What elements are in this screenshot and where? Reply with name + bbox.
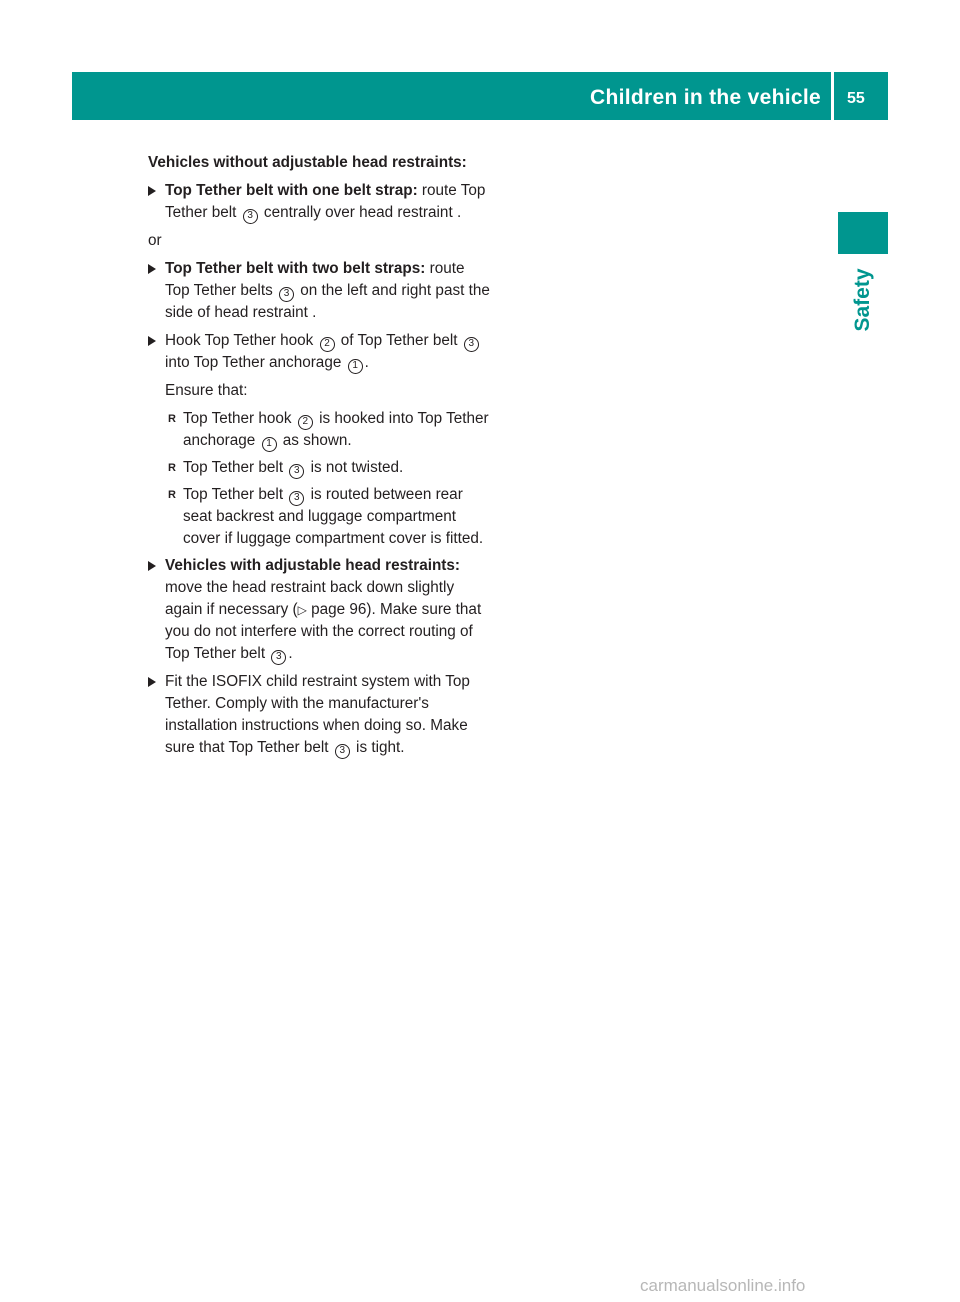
side-tab-label: Safety [851,268,874,332]
step-text: of Top Tether belt [336,332,462,349]
step-text: page 96). Make sure that you do not interfere with the correct routing of Top Tether belt [165,601,482,662]
callout-number: 3 [464,337,479,352]
step-text: move the head restraint back down slightly again if necessary ( [165,579,455,618]
bullet-text: as shown. [278,432,352,449]
main-content [148,152,493,765]
instruction-step [148,258,493,324]
list-item [148,484,493,550]
callout-number: 3 [271,650,286,665]
step-title: Vehicles with adjustable head restraints: [165,557,460,574]
bullet-text: is hooked into Top Tether anchorage [183,410,489,449]
section-title: Children in the vehicle [590,86,821,109]
callout-number: 1 [348,359,363,374]
bullet-marker: R [168,413,176,425]
bullet-text: is routed between rear seat backrest and luggage compartment cover if luggage compartment cover is fitted. [183,486,484,547]
page-reference-icon: ▷ [297,603,307,617]
step-text: . [364,354,369,371]
side-tab-marker [838,212,888,254]
callout-number: 2 [298,415,313,430]
subheading: Vehicles without adjustable head restraints: [148,154,467,171]
callout-number: 3 [289,491,304,506]
step-text: Hook Top Tether hook [165,332,318,349]
page-number: 55 [847,90,865,107]
callout-number: 3 [335,744,350,759]
callout-number: 3 [279,287,294,302]
callout-number: 2 [320,337,335,352]
bullet-marker: R [168,489,176,501]
instruction-step [148,671,493,759]
step-text: centrally over head restraint . [259,204,462,221]
bullet-text: Top Tether belt [183,459,288,476]
instruction-step [148,555,493,665]
bullet-text: is not twisted. [306,459,404,476]
bullet-text: Top Tether hook [183,410,296,427]
step-text: route Top Tether belts [165,260,465,299]
step-title: Top Tether belt with one belt strap: [165,182,418,199]
step-text: route Top Tether belt [165,182,486,221]
list-item [148,408,493,452]
callout-number: 3 [289,464,304,479]
watermark: carmanualsonline.info [640,1276,806,1295]
callout-number: 1 [262,437,277,452]
callout-number: 3 [243,209,258,224]
bullet-text: Top Tether belt [183,486,288,503]
or-text: or [148,232,162,249]
ensure-text: Ensure that: [165,382,248,399]
list-item [148,457,493,479]
instruction-step [148,330,493,374]
step-text: on the left and right past the side of head restraint . [165,282,490,321]
step-text: Fit the ISOFIX child restraint system with Top Tether. Comply with the manufacturer's installation instructions when doing so. Make sure that Top Tether belt [165,673,470,756]
step-title: Top Tether belt with two belt straps: [165,260,426,277]
bullet-marker: R [168,462,176,474]
step-text: is tight. [351,739,405,756]
step-text: . [288,645,293,662]
header-divider [831,72,834,120]
step-text: into Top Tether anchorage [165,354,346,371]
instruction-step [148,180,493,224]
